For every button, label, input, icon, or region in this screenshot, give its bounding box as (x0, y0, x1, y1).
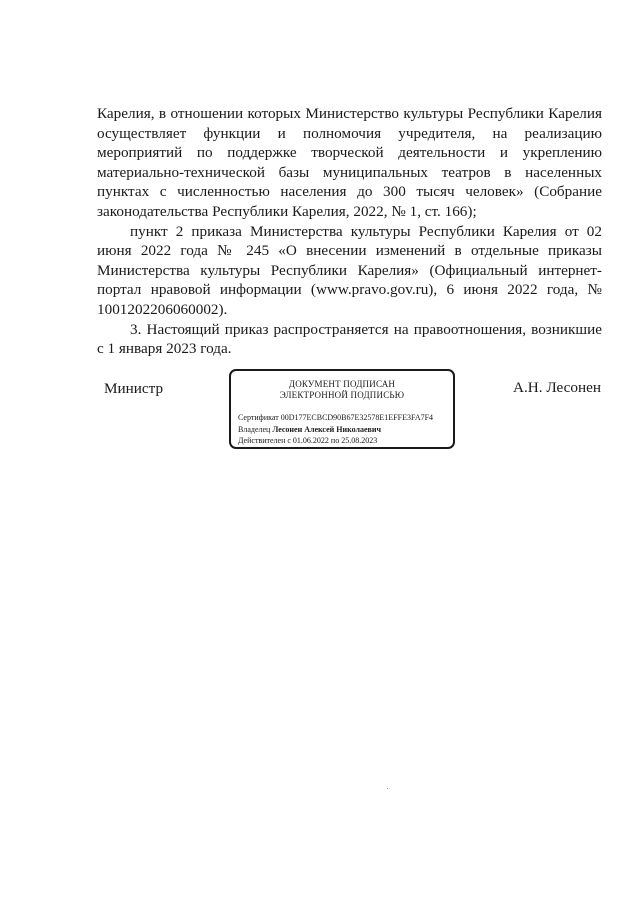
scan-speck (387, 788, 388, 789)
valid-label: Действителен с (238, 436, 291, 446)
paragraph-1: Карелия, в отношении которых Министерство культуры Республики Карелия осуществляет функции и полномочия учредителя, на реализацию мероприятий по поддержке творческой деятельности и укреплению материально-технической базы муниципальных театров в населенных пунктах с численностью населения до 300 тысяч человек» (Собрание законодательства Республики Карелия, 2022, № 1, ст. 166); (97, 105, 602, 220)
stamp-validity-row (238, 435, 433, 447)
stamp-details (238, 412, 433, 447)
valid-to: 25.08.2023 (341, 436, 378, 446)
signature-block (0, 367, 639, 457)
certificate-label: Сертификат (238, 413, 279, 422)
stamp-title (231, 379, 453, 401)
stamp-title-line-1: ДОКУМЕНТ ПОДПИСАН (288, 379, 396, 389)
stamp-owner-row (238, 424, 433, 436)
valid-to-label: по (330, 436, 340, 446)
document-body (97, 104, 602, 359)
owner-value: Лесонен Алексей Николаевич (272, 424, 381, 434)
stamp-title-line-2: ЭЛЕКТРОННОЙ ПОДПИСЬЮ (279, 390, 405, 400)
valid-from: 01.06.2022 (292, 436, 329, 446)
electronic-signature-stamp (229, 369, 455, 449)
paragraph-3: 3. Настоящий приказ распространяется на правоотношения, возникшие с 1 января 2023 года. (97, 320, 602, 358)
stamp-certificate-row (238, 412, 433, 424)
paragraph-2: пункт 2 приказа Министерства культуры Республики Карелия от 02 июня 2022 года № 245 «О внесении изменений в отдельные приказы Министерства культуры Республики Карелия» (Официальный интернет-портал нравовой информации (www.pravo.gov.ru), 6 июня 2022 года, № 1001202206060002). (97, 222, 602, 318)
owner-label: Владелец (238, 424, 271, 434)
position-label: Министр (104, 380, 164, 397)
signer-name: А.Н. Лесонен (513, 379, 601, 396)
certificate-value: 00D177ECBCD90B67E32578E1EFFE3FA7F4 (280, 413, 434, 422)
